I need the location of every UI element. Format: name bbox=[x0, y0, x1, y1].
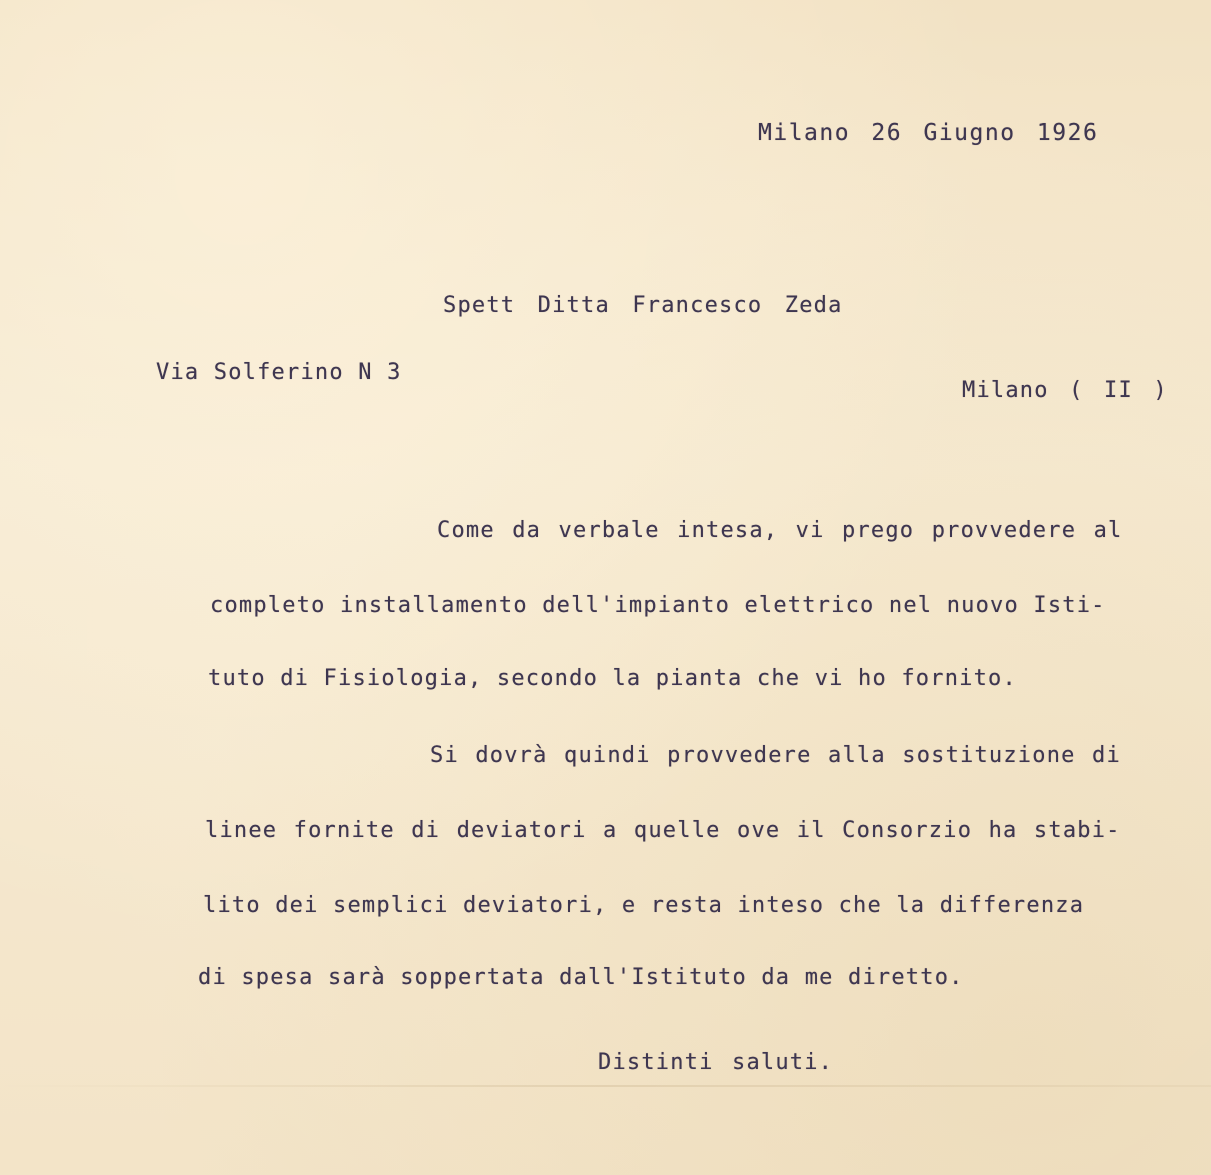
body-line: linee fornite di deviatori a quelle ove il Consorzio ha stabi- bbox=[205, 818, 1121, 843]
closing-salutation: Distinti saluti. bbox=[598, 1050, 834, 1075]
recipient-city: Milano ( II ) bbox=[962, 378, 1168, 403]
paper-fold-line bbox=[0, 1085, 1211, 1087]
recipient-street: Via Solferino N 3 bbox=[156, 360, 402, 385]
recipient-name: Spett Ditta Francesco Zeda bbox=[443, 293, 843, 318]
body-line: completo installamento dell'impianto elettrico nel nuovo Isti- bbox=[210, 593, 1106, 618]
body-line: lito dei semplici deviatori, e resta inteso che la differenza bbox=[203, 893, 1085, 918]
body-line: di spesa sarà soppertata dall'Istituto da me diretto. bbox=[198, 965, 964, 990]
body-line: Si dovrà quindi provvedere alla sostituzione di bbox=[430, 743, 1121, 768]
body-line: tuto di Fisiologia, secondo la pianta che vi ho fornito. bbox=[208, 666, 1017, 691]
letter-date: Milano 26 Giugno 1926 bbox=[758, 120, 1099, 146]
body-line: Come da verbale intesa, vi prego provvedere al bbox=[437, 518, 1123, 543]
